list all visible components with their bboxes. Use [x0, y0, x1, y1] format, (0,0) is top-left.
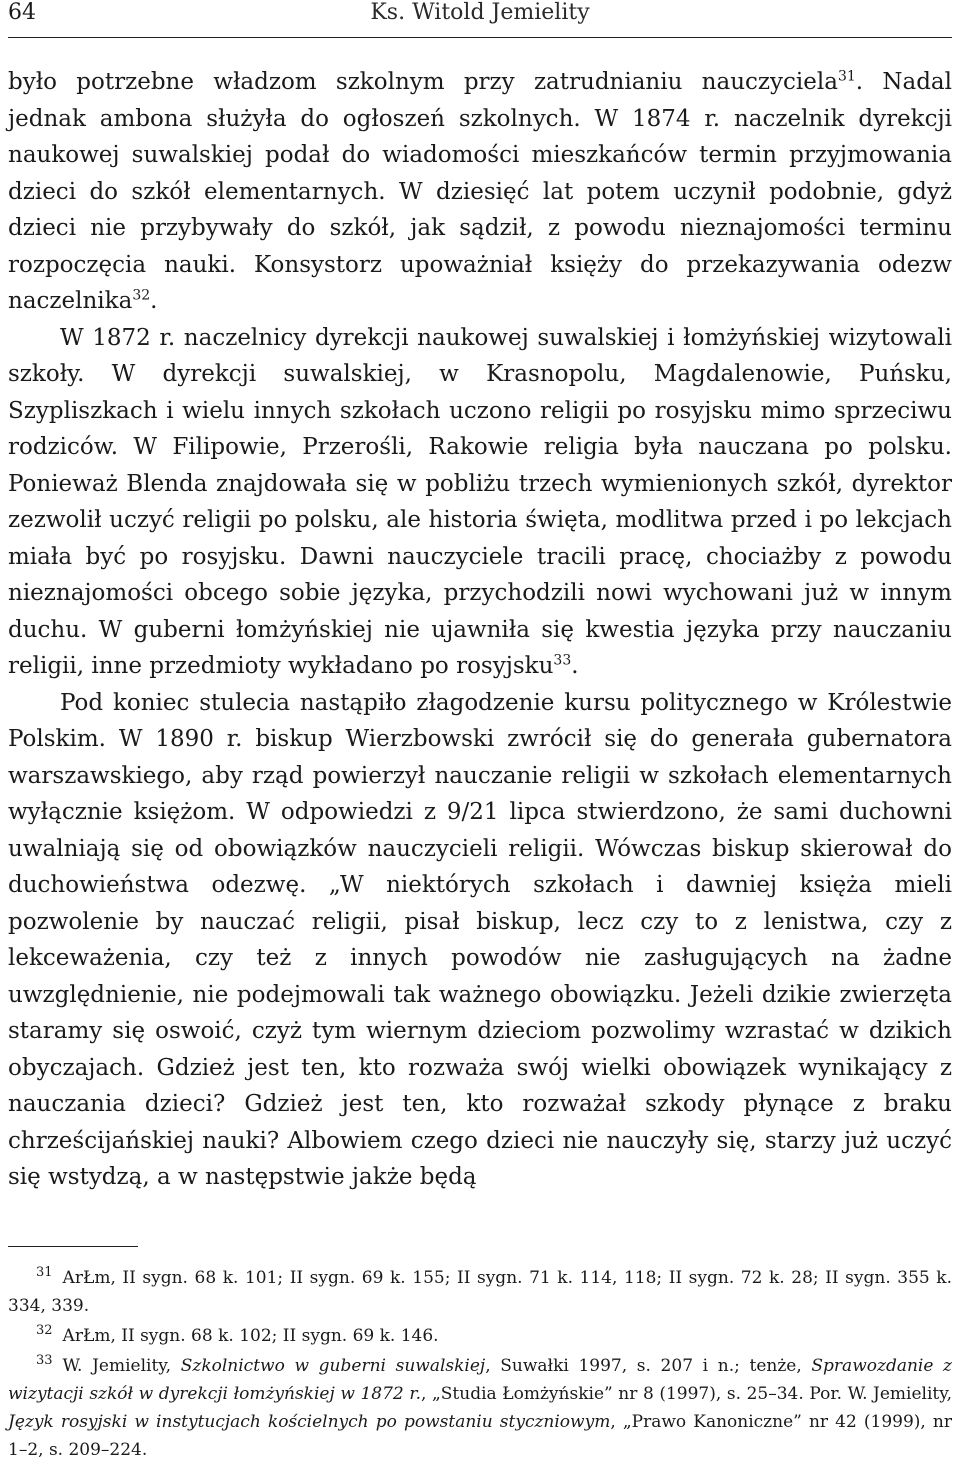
header-rule [8, 37, 952, 38]
text-run: . [150, 288, 158, 314]
footnote-ref: 32 [132, 287, 151, 304]
paragraph [8, 685, 952, 1196]
running-head: Ks. Witold Jemielity [370, 0, 590, 25]
page-number: 64 [8, 0, 36, 25]
text-run: ArŁm, II sygn. 68 k. 102; II sygn. 69 k. 146. [62, 1326, 439, 1346]
text-run: , Suwałki 1997, s. 207 i n.; tenże, [485, 1356, 812, 1376]
text-run: Pod koniec stulecia nastąpiło złagodzenie kursu politycznego w Królestwie Polskim. W 1890 r. biskup Wierzbowski zwrócił się do generała gubernatora warszawskiego, aby rząd powierzył nauczanie religii w szkołach elementarnych wyłącznie księżom. W odpowiedzi z 9/21 lipca stwierdzono, że sami duchowni uwalniają się od obowiązków nauczycieli religii. Wówczas biskup skierował do duchowieństwa odezwę. „W niektórych szkołach i dawniej księża mieli pozwolenie by nauczać religii, pisał biskup, lecz czy to z lenistwa, czy z lekceważenia, czy też z innych powodów nie zasługujących na żadne uwzględnienie, nie podejmowali tak ważnego obowiązku. Jeżeli dzikie zwierzęta staramy się oswoić, czyż tym wiernym dzieciom pozwolimy wzrastać w dzikich obyczajach. Gdzież jest ten, kto rozważa swój wielki obowiązek wynikający z nauczania dzieci? Gdzież jest ten, kto rozważał szkody płynące z braku chrześcijańskiej nauki? Albowiem czego dzieci nie nauczyły się, starzy już uczyć się wstydzą, a w następstwie jakże będą [8, 689, 952, 1190]
body-text [8, 64, 952, 1196]
italic-title: Szkolnictwo w guberni suwalskiej [180, 1356, 486, 1376]
text-run: . Nadal jednak ambona służyła do ogłoszeń szkolnych. W 1874 r. naczelnik dyrekcji naukowej suwalskiej podał do wiadomości mieszkańców termin przyjmowania dzieci do szkół elementarnych. W dziesięć lat potem uczynił podobnie, gdyż dzieci nie przybywały do szkół, jak sądził, z powodu nieznajomości terminu rozpoczęcia nauki. Konsystorz upoważniał księży do przekazywania odezw naczelnika [8, 69, 952, 314]
text-run: , „Prawo Kanoniczne” nr 42 (1999), nr 1–2, s. 209–224. [8, 1412, 953, 1460]
italic-title: Język rosyjski w instytucjach kościelnych po powstaniu styczniowym [8, 1412, 611, 1432]
text-run: ArŁm, II sygn. 68 k. 101; II sygn. 69 k. 155; II sygn. 71 k. 114, 118; II sygn. 72 k. 28; II sygn. 355 k. 334, 339. [8, 1268, 952, 1316]
paragraph [8, 320, 952, 685]
italic-title: Sprawozdanie z wizytacji szkół w dyrekcji łomżyńskiej w 1872 r. [8, 1356, 953, 1404]
text-run: . [571, 653, 579, 679]
text-run: , „Studia Łomżyńskie” nr 8 (1997), s. 25–34. Por. W. Jemielity, [420, 1384, 953, 1404]
footnotes [8, 1264, 952, 1466]
footnote: 33 W. Jemielity, Szkolnictwo w guberni suwalskiej, Suwałki 1997, s. 207 i n.; tenże, Sprawozdanie z wizytacji szkół w dyrekcji łomżyńskiej w 1872 r., „Studia Łomżyńskie” nr 8 (1997), s. 25–34. Por. W. Jemielity, Język rosyjski w instytucjach kościelnych po powstaniu styczniowym, „Prawo Kanoniczne” nr 42 (1999), nr 1–2, s. 209–224. [8, 1353, 953, 1460]
text-run: W. Jemielity, [62, 1356, 181, 1376]
text-run: W 1872 r. naczelnicy dyrekcji naukowej suwalskiej i łomżyńskiej wizytowali szkoły. W dyrekcji suwalskiej, w Krasnopolu, Magdalenowie, Puńsku, Szypliszkach i wielu innych szkołach uczono religii po rosyjsku mimo sprzeciwu rodziców. W Filipowie, Przerośli, Rakowie religia była nauczana po polsku. Ponieważ Blenda znajdowała się w pobliżu trzech wymienionych szkół, dyrektor zezwolił uczyć religii po polsku, ale historia święta, modlitwa przed i po lekcjach miała być po rosyjsku. Dawni nauczyciele tracili pracę, chociażby z powodu nieznajomości obcego sobie języka, przychodzili nowi wychowani już w innym duchu. W guberni łomżyńskiej nie ujawniła się kwestia języka przy nauczaniu religii, inne przedmioty wykładano po rosyjsku [8, 324, 952, 679]
footnote-ref: 33 [553, 652, 572, 669]
footnote-ref: 31 [837, 68, 856, 85]
text-run: było potrzebne władzom szkolnym przy zatrudnianiu nauczyciela [8, 69, 838, 95]
footnote: 32 ArŁm, II sygn. 68 k. 102; II sygn. 69 k. 146. [36, 1323, 439, 1346]
footnote-rule [8, 1246, 138, 1247]
paragraph [8, 64, 952, 320]
footnote: 31 ArŁm, II sygn. 68 k. 101; II sygn. 69 k. 155; II sygn. 71 k. 114, 118; II sygn. 72 k. 28; II sygn. 355 k. 334, 339. [8, 1265, 952, 1316]
page-header [8, 0, 952, 28]
